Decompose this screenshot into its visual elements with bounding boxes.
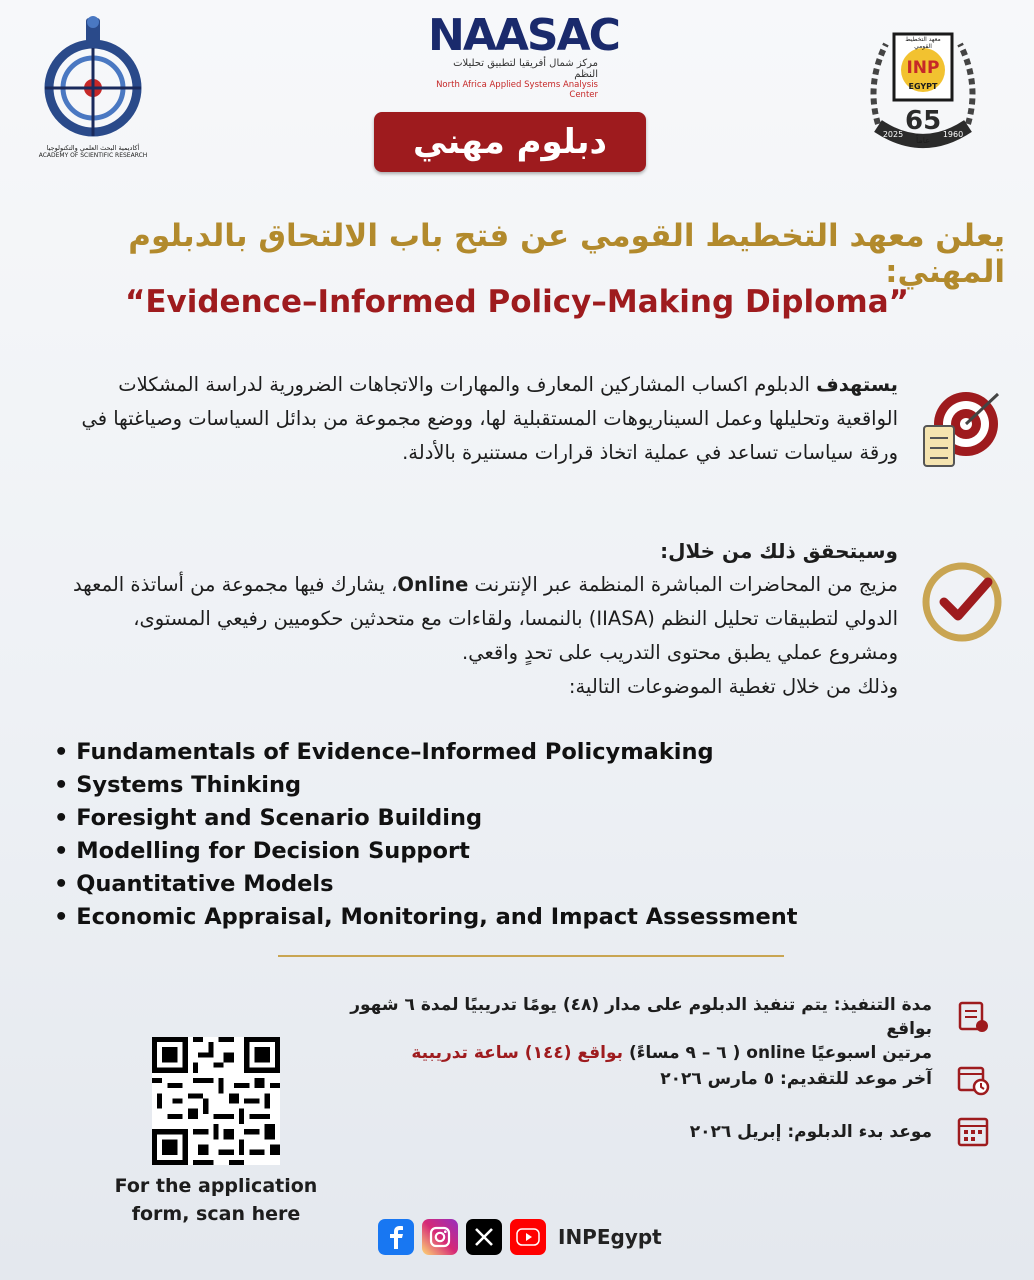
social-links (378, 1217, 662, 1257)
means-paragraph (66, 534, 898, 704)
diploma-start-date: موعد بدء الدبلوم: إبريل ٢٠٢٦ (689, 1122, 932, 1142)
naasac-logo-en: North Africa Applied Systems Analysis Center (436, 80, 598, 100)
diploma-badge: دبلوم مهني (374, 112, 646, 172)
inp-seal-mark: INP (906, 58, 940, 78)
qr-code[interactable] (152, 1037, 280, 1165)
goal-paragraph (66, 368, 898, 470)
schedule-icon (956, 1000, 990, 1034)
topic-item: • Economic Appraisal, Monitoring, and Impact Assessment (54, 901, 854, 934)
goal-lead: يستهدف (816, 373, 898, 396)
goal-text: الدبلوم اكساب المشاركين المعارف والمهارات والاتجاهات الضرورية لدراسة المشكلات الواقعية وتحليلها وعمل السيناريوهات المستقبلية لها، ووضع مجموعة من بدائل السياسات وصياغتها في ورقة سياسات تساعد في عملية اتخاذ قرارات مستنيرة بالأدلة. (81, 373, 898, 464)
topic-item: • Systems Thinking (54, 769, 854, 802)
inp-seal-years-word: عاماً (916, 136, 930, 145)
means-tail: وذلك من خلال تغطية الموضوعات التالية: (568, 675, 898, 698)
youtube-icon[interactable] (510, 1219, 546, 1255)
duration-line1: مدة التنفيذ: يتم تنفيذ الدبلوم على مدار (٤٨) يومًا تدريبيًا لمدة ٦ شهور بواقع (350, 995, 932, 1039)
social-handle[interactable]: INPEgypt (558, 1225, 662, 1249)
duration-hours: بواقع (١٤٤) ساعة تدريبية (411, 1043, 624, 1063)
calendar-clock-icon (956, 1062, 990, 1096)
naasac-logo-name: NAASAC (428, 10, 619, 61)
divider (278, 955, 784, 957)
topics-list (54, 736, 854, 934)
means-text-after: ، يشارك فيها مجموعة من أساتذة المعهد الدولي لتطبيقات تحليل النظم (IIASA) بالنمسا، ولقاءات مع متحدثين حكوميين رفيعي المستوى، ومشروع عملي يطبق محتوى التدريب على تحدٍ واقعي. (72, 573, 898, 664)
application-deadline: آخر موعد للتقديم: ٥ مارس ٢٠٢٦ (660, 1069, 932, 1089)
duration-info (330, 993, 932, 1065)
diploma-title: “Evidence–Informed Policy–Making Diploma” (124, 284, 910, 320)
checkmark-icon (918, 556, 1008, 646)
target-icon (918, 386, 1002, 470)
duration-line2-a: مرتين اسبوعيًا online ( ٦ – ٩ مساءً) (623, 1043, 932, 1063)
means-heading: وسيتحقق ذلك من خلال: (660, 539, 898, 563)
inp-seal-from-year: 1960 (942, 130, 964, 139)
facebook-icon[interactable] (378, 1219, 414, 1255)
naasac-logo-ar: مركز شمال أفريقيا لتطبيق تحليلات النظم (453, 58, 598, 80)
calendar-icon (956, 1114, 990, 1148)
instagram-icon[interactable] (422, 1219, 458, 1255)
duration-line2 (330, 1041, 932, 1065)
academy-logo (38, 14, 148, 164)
inp-seal-to-year: 2025 (882, 130, 904, 139)
x-icon[interactable] (466, 1219, 502, 1255)
topic-item: • Foresight and Scenario Building (54, 802, 854, 835)
topic-item: • Fundamentals of Evidence–Informed Policymaking (54, 736, 854, 769)
topic-item: • Modelling for Decision Support (54, 835, 854, 868)
naasac-logo (428, 10, 619, 100)
topic-item: • Quantitative Models (54, 868, 854, 901)
inp-logo (858, 14, 988, 164)
inp-seal-country: EGYPT (908, 82, 938, 91)
announcement-heading: يعلن معهد التخطيط القومي عن فتح باب الالتحاق بالدبلوم المهني: (128, 218, 1005, 290)
academy-caption-ar: أكاديمية البحث العلمي والتكنولوجيا (46, 144, 140, 152)
qr-caption: For the application form, scan here (114, 1175, 318, 1225)
inp-seal-years: 65 (905, 106, 942, 136)
means-text (66, 568, 898, 670)
academy-caption-en: ACADEMY OF SCIENTIFIC RESEARCH (38, 152, 148, 159)
means-online: Online (397, 573, 469, 596)
inp-seal-name: معهد التخطيط القومي (905, 36, 941, 50)
means-text-before: مزيج من المحاضرات المباشرة المنظمة عبر الإنترنت (468, 573, 898, 596)
